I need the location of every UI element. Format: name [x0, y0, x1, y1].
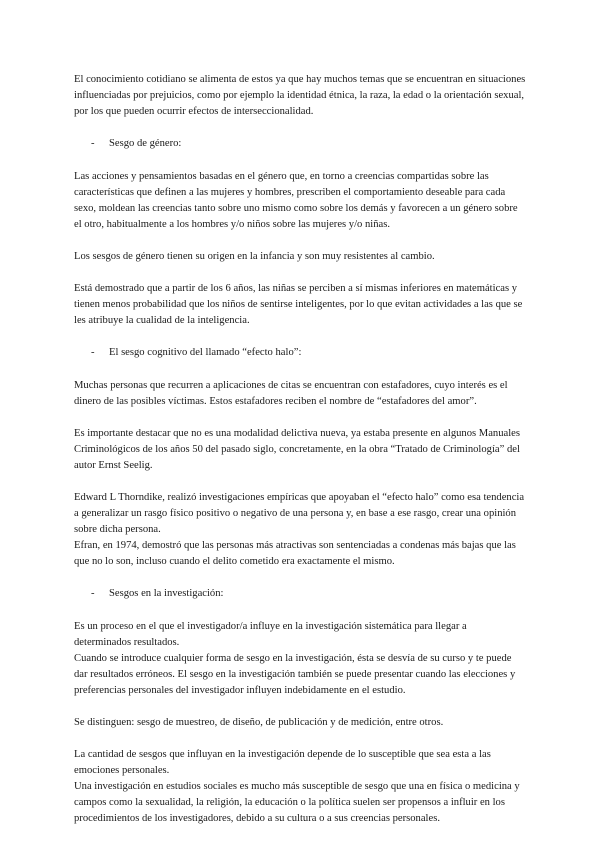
paragraph-thorndike: Edward L Thorndike, realizó investigaciones empíricas que apoyaban el “efecto halo” como esa tendencia a generalizar un rasgo físico positivo o negativo de una persona y, en base a ese rasgo, crear una opinión sobre dicha persona. [74, 492, 525, 535]
heading-text: Sesgo de género: [109, 138, 182, 149]
paragraph-cantidad: La cantidad de sesgos que influyan en la investigación depende de lo susceptible que sea esta a las emociones personales. [74, 749, 491, 776]
document-page [74, 72, 526, 843]
paragraph-efran: Efran, en 1974, demostró que las personas más atractivas son sentenciadas a condenas más bajas que las que no lo son, incluso cuando el delito cometido era exactamente el mismo. [74, 540, 516, 567]
paragraph-genero-ninas: Está demostrado que a partir de los 6 años, las niñas se perciben a sí mismas inferiores en matemáticas y tienen menos probabilidad que los niños de sentirse inteligentes, por lo que evitan actividades a las que se les atribuye la cualidad de la inteligencia. [74, 283, 523, 326]
paragraph-tipos: Se distinguen: sesgo de muestreo, de diseño, de publicación y de medición, entre otros. [74, 717, 444, 728]
paragraph-genero-origen: Los sesgos de género tienen su origen en la infancia y son muy resistentes al cambio. [74, 251, 435, 262]
paragraph-modalidad: Es importante destacar que no es una modalidad delictiva nueva, ya estaba presente en algunos Manuales Criminológicos de los años 50 del pasado siglo, concretamente, en la obra “Tratado de Criminología” del autor Ernst Seelig. [74, 428, 520, 471]
bullet-dash: - [91, 138, 95, 149]
bullet-dash: - [91, 588, 95, 599]
heading-efecto-halo [74, 345, 526, 361]
paragraph-genero-definicion: Las acciones y pensamientos basadas en el género que, en torno a creencias compartidas sobre las características que definen a las mujeres y hombres, prescriben el comportamiento deseable para cada sexo, moldean las creencias tanto sobre uno mismo como sobre los demás y favorecen a un género sobre el otro, habitualmente a los hombres y/o niños sobre las mujeres y/o niñas. [74, 171, 518, 230]
paragraph-desvio: Cuando se introduce cualquier forma de sesgo en la investigación, ésta se desvía de su curso y te puede dar resultados erróneos. El sesgo en la investigación también se puede presentar cuando las elecciones y preferencias personales del investigador influyen indebidamente en el estudio. [74, 653, 516, 696]
paragraph-proceso: Es un proceso en el que el investigador/a influye en la investigación sistemática para llegar a determinados resultados. [74, 621, 467, 648]
heading-sesgo-genero [74, 136, 526, 152]
heading-text: Sesgos en la investigación: [109, 588, 224, 599]
paragraph-intro: El conocimiento cotidiano se alimenta de estos ya que hay muchos temas que se encuentran en situaciones influenciadas por prejuicios, como por ejemplo la identidad étnica, la raza, la edad o la orientación sexual, por los que pueden ocurrir efectos de interseccionalidad. [74, 74, 526, 117]
heading-sesgos-investigacion [74, 586, 526, 602]
paragraph-estudios-sociales: Una investigación en estudios sociales es mucho más susceptible de sesgo que una en física o medicina y campos como la sexualidad, la religión, la educación o la política suelen ser propensos a influir en los procedimientos de los investigadores, debido a su cultura o a sus creencias personales. [74, 781, 520, 824]
heading-text: El sesgo cognitivo del llamado “efecto halo”: [109, 347, 302, 358]
paragraph-estafadores: Muchas personas que recurren a aplicaciones de citas se encuentran con estafadores, cuyo interés es el dinero de las posibles víctimas. Estos estafadores reciben el nombre de “estafadores del amor”. [74, 380, 508, 407]
bullet-dash: - [91, 347, 95, 358]
